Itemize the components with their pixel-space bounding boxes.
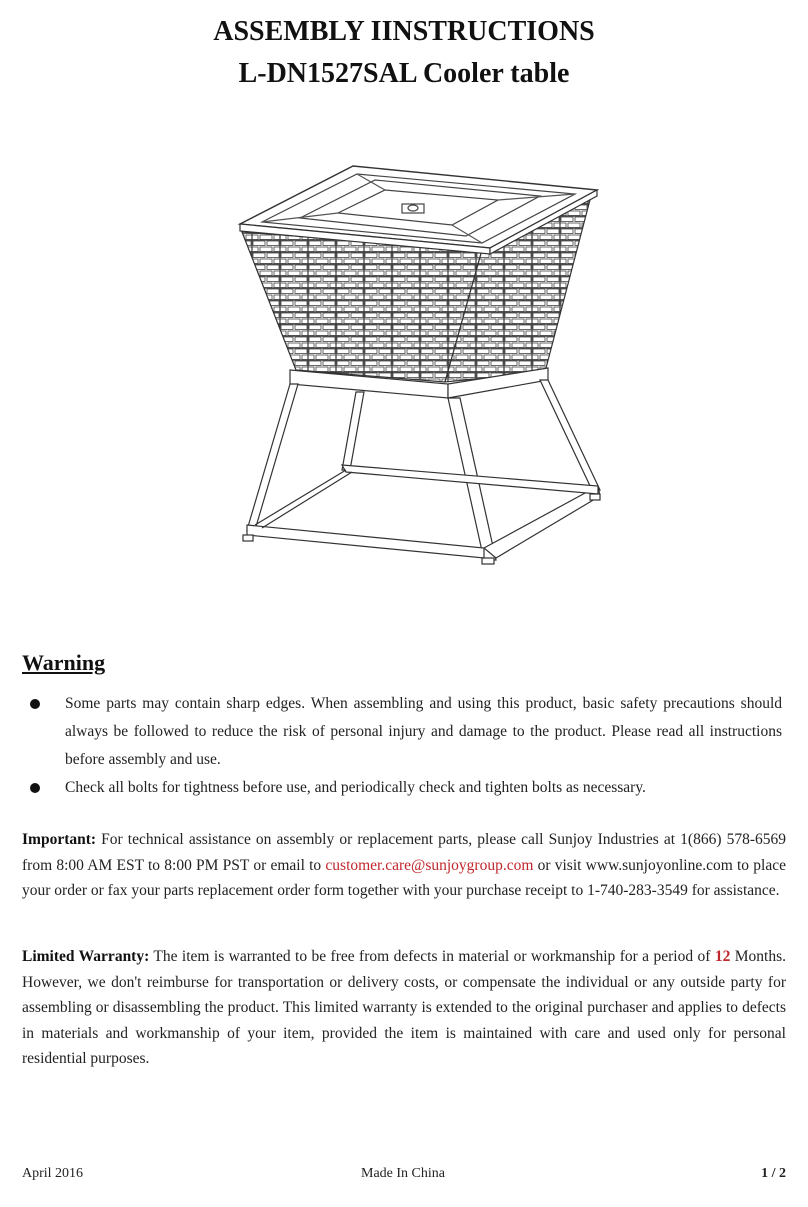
bullet-dot-icon <box>30 699 40 709</box>
important-paragraph <box>22 827 786 904</box>
footer-origin: Made In China <box>361 1166 445 1181</box>
warranty-text-end: Months. However, we don't reimburse for transportation or delivery costs, or compensate the individual or any outside party for assembling or disassembling the product. This limited warranty is extended to the original purchaser and applies to defects in materials and workmanship of your item, provided the item is maintained with care and used only for personal residential purposes. <box>22 948 787 1067</box>
warning-bullet-text: Some parts may contain sharp edges. When assembling and using this product, basic safety precautions should always be followed to reduce the risk of personal injury and damage to the product. Please read all instructions before assembly and use. <box>65 695 782 768</box>
warranty-label: Limited Warranty: <box>22 948 150 965</box>
footer-page-number: 1 / 2 <box>761 1166 786 1181</box>
bullet-dot-icon <box>30 783 40 793</box>
warranty-paragraph <box>22 944 786 1072</box>
important-label: Important: <box>22 831 97 848</box>
important-text: For technical assistance on assembly or replacement parts, please call Sunjoy Industries at 1(866) 578-6569 from 8:00 AM EST to 8:00 PM PST or email to <box>22 831 786 874</box>
warning-bullet-text: Check all bolts for tightness before use, and periodically check and tighten bolts as necessary. <box>65 779 646 796</box>
important-text-end: or visit www.sunjoyonline.com to place your order or fax your parts replacement order form together with your purchase receipt to 1-740-283-3549 for assistance. <box>22 856 786 899</box>
list-item <box>22 690 782 774</box>
warning-heading: Warning <box>22 650 106 675</box>
title-line-1: ASSEMBLY IINSTRUCTIONS <box>213 16 595 47</box>
footer-date: April 2016 <box>22 1166 84 1181</box>
support-email-link[interactable]: customer.care@sunjoygroup.com <box>325 856 534 874</box>
list-item <box>22 774 782 802</box>
warning-list <box>22 690 782 802</box>
title-line-2: L-DN1527SAL Cooler table <box>238 58 570 89</box>
warranty-text: The item is warranted to be free from defects in material or workmanship for a period of <box>149 948 715 965</box>
warranty-months: 12 <box>714 948 731 965</box>
cooler-table-illustration <box>225 160 605 570</box>
